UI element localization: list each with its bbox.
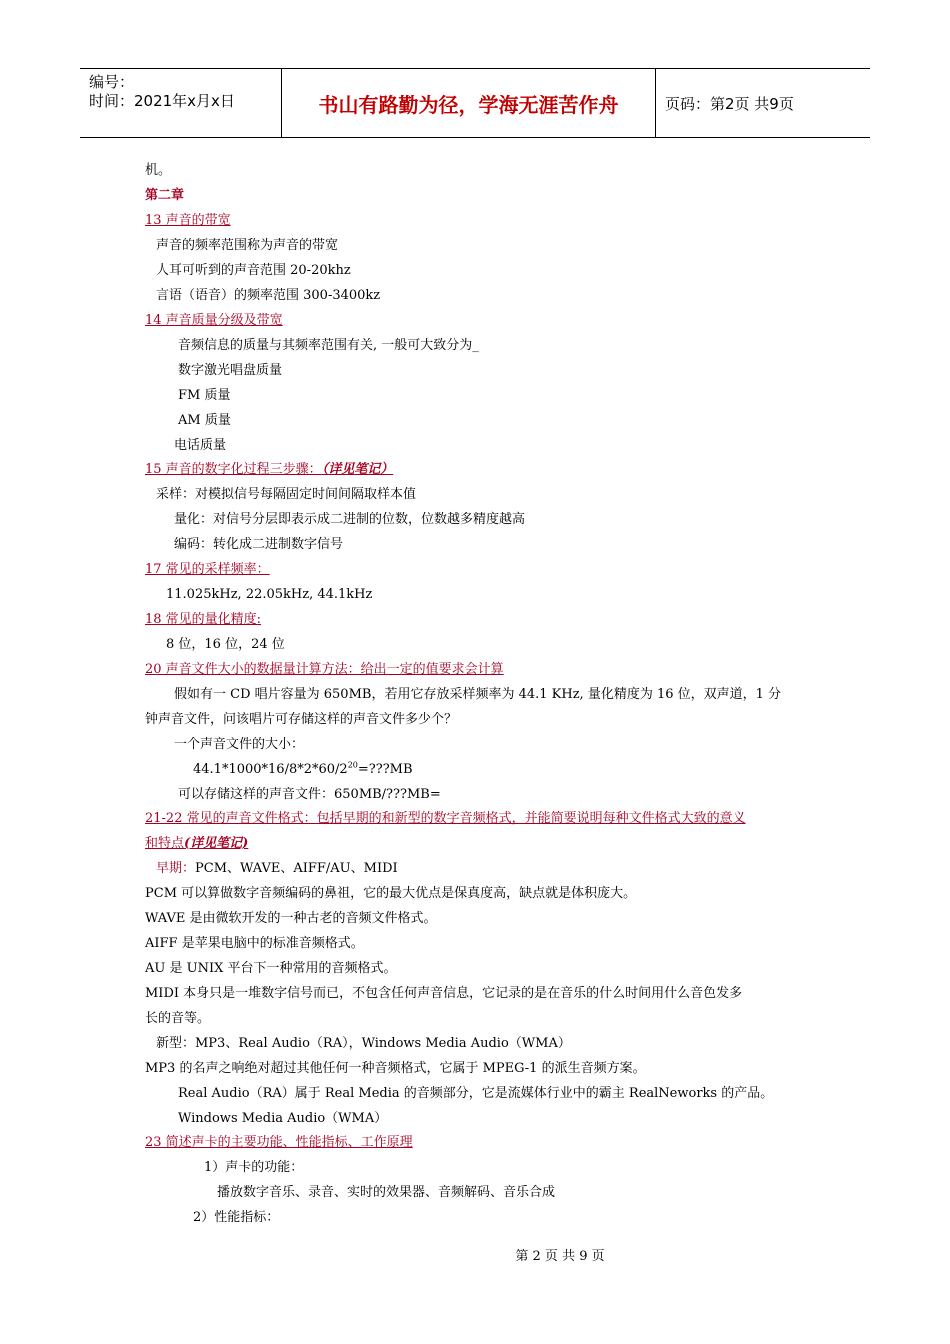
body-line: 机。 <box>145 163 172 178</box>
section-heading: 18 常见的量化精度: <box>145 612 262 627</box>
body-line: 8 位，16 位，24 位 <box>166 637 285 652</box>
note-ref: (详见笔记) <box>184 836 249 851</box>
body-line: 可以存储这样的声音文件：650MB/???MB= <box>178 787 441 802</box>
body-line: AIFF 是苹果电脑中的标准音频格式。 <box>145 936 364 951</box>
section-heading: 13 声音的带宽 <box>145 213 231 228</box>
header-motto: 书山有路勤为径，学海无涯苦作舟 <box>282 69 656 137</box>
body-line: 1）声卡的功能： <box>204 1160 304 1175</box>
chapter-heading: 第二章 <box>145 188 185 203</box>
section-heading: 15 声音的数字化过程三步骤：（详见笔记） <box>145 462 394 477</box>
body-line: 音频信息的质量与其频率范围有关, 一般可大致分为_ <box>178 338 479 353</box>
section-heading: 23 简述声卡的主要功能、性能指标、工作原理 <box>145 1135 413 1150</box>
body-line: 钟声音文件，问该唱片可存储这样的声音文件多少个？ <box>145 712 458 727</box>
body-line: 11.025kHz, 22.05kHz, 44.1kHz <box>166 587 373 602</box>
section-heading-cont: 和特点(详见笔记) <box>145 836 249 851</box>
body-line: Real Audio（RA）属于 Real Media 的音频部分，它是流媒体行业中的霸主 RealNeworks 的产品。 <box>178 1086 774 1101</box>
section-heading: 21-22 常见的声音文件格式：包括早期的和新型的数字音频格式，并能简要说明每种文件格式大致的意义 <box>145 811 746 826</box>
section-heading: 14 声音质量分级及带宽 <box>145 313 283 328</box>
body-line: 长的音等。 <box>145 1011 211 1026</box>
body-line: FM 质量 <box>178 388 231 403</box>
body-line: 电话质量 <box>174 438 227 453</box>
body-line: 早期：PCM、WAVE、AIFF/AU、MIDI <box>156 861 398 876</box>
body-line: 采样：对模拟信号每隔固定时间间隔取样本值 <box>156 487 417 502</box>
body-line: MIDI 本身只是一堆数字信号而已，不包含任何声音信息，它记录的是在音乐的什么时间用什么音色发多 <box>145 986 743 1001</box>
body-line: 假如有一 CD 唱片容量为 650MB，若用它存放采样频率为 44.1 KHz, 量化精度为 16 位，双声道，1 分 <box>174 687 782 702</box>
body-line: AU 是 UNIX 平台下一种常用的音频格式。 <box>145 961 397 976</box>
section-heading: 20 声音文件大小的数据量计算方法：给出一定的值要求会计算 <box>145 662 504 677</box>
page-footer: 第 2 页 共 9 页 <box>515 1249 605 1264</box>
body-line: 2）性能指标： <box>193 1210 280 1225</box>
section-heading: 17 常见的采样频率： <box>145 562 270 577</box>
note-ref: （详见笔记） <box>321 462 394 477</box>
formula-line: $44.1*1000*16/8*2*60/2^{20}=???MB$ <box>193 760 413 777</box>
body-line: 新型：MP3、Real Audio（RA），Windows Media Audio（WMA） <box>156 1036 571 1051</box>
body-line: PCM 可以算做数字音频编码的鼻祖，它的最大优点是保真度高，缺点就是体积庞大。 <box>145 886 637 901</box>
body-line: 数字激光唱盘质量 <box>178 363 283 378</box>
body-line: 播放数字音乐、录音、实时的效果器、音频解码、音乐合成 <box>217 1185 556 1200</box>
body-line: 声音的频率范围称为声音的带宽 <box>156 238 339 253</box>
body-line: 量化：对信号分层即表示成二进制的位数，位数越多精度越高 <box>174 512 526 527</box>
body-line: WAVE 是由微软开发的一种古老的音频文件格式。 <box>145 911 437 926</box>
body-line: Windows Media Audio（WMA） <box>178 1111 388 1126</box>
body-line: 言语（语音）的频率范围 300-3400kz <box>156 288 381 303</box>
body-line: 编码：转化成二进制数字信号 <box>174 537 344 552</box>
body-line: 人耳可听到的声音范围 20-20khz <box>156 263 351 278</box>
doc-time-label: 时间：2021年x月x日 <box>89 92 235 110</box>
body-line: MP3 的名声之响绝对超过其他任何一种音频格式，它属于 MPEG-1 的派生音频方案。 <box>145 1061 646 1076</box>
body-line: 一个声音文件的大小： <box>174 737 305 752</box>
header-page-code: 页码：第2页 共9页 <box>665 94 794 113</box>
body-line: AM 质量 <box>178 413 231 428</box>
doc-number-label: 编号： <box>89 73 135 91</box>
